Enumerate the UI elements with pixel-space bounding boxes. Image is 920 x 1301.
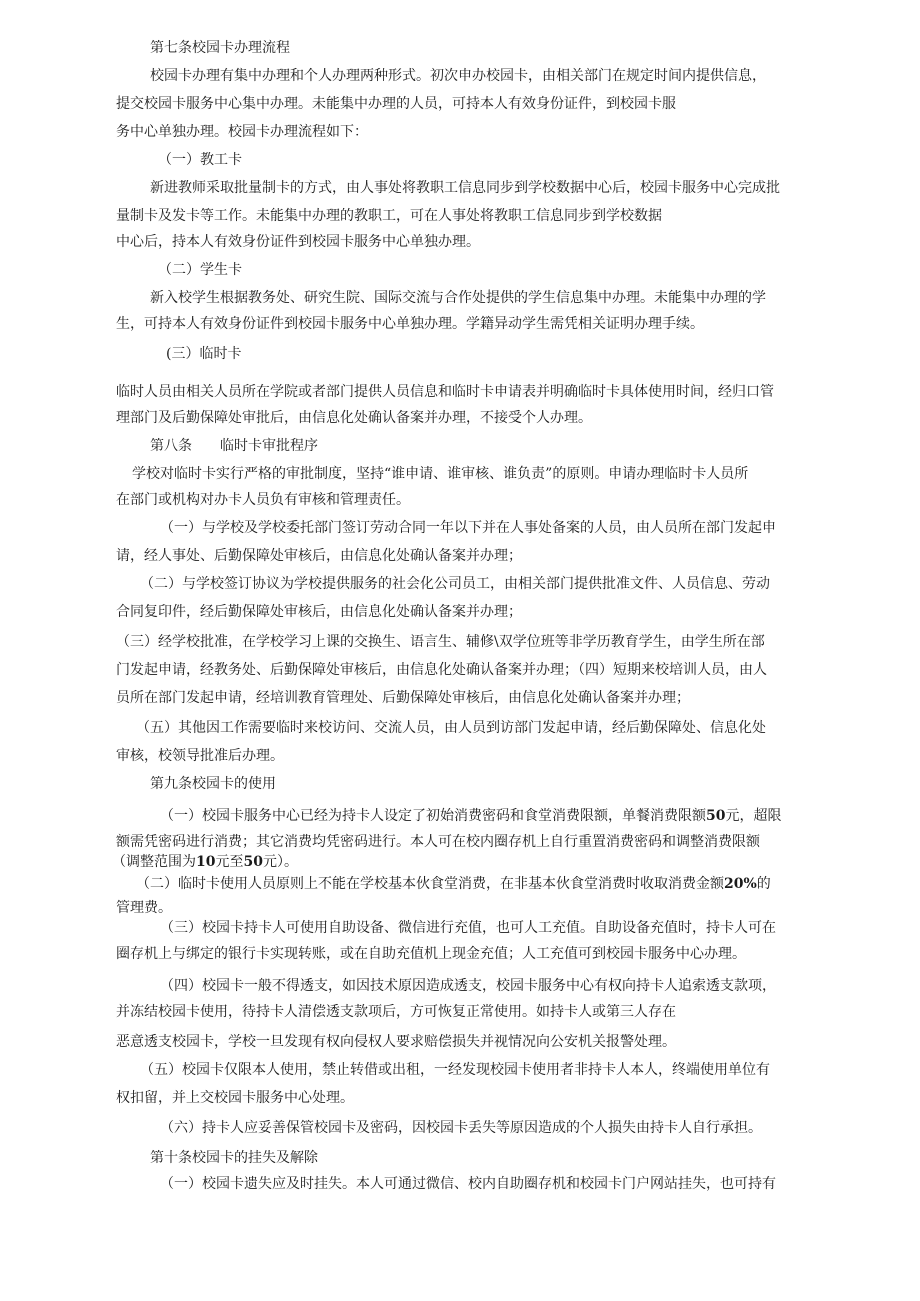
- paragraph-line: 生，可持本人有效身份证件到校园卡服务中心单独办理。学籍异动学生需凭相关证明办理手续。: [116, 316, 704, 332]
- paragraph-line: 请，经人事处、后勤保障处审核后，由信息化处确认备案并办理；: [116, 548, 522, 564]
- section-heading: （二）学生卡: [158, 262, 242, 278]
- paragraph-line: （二）与学校签订协议为学校提供服务的社会化公司员工，由相关部门提供批准文件、人员信息、劳动: [140, 576, 770, 592]
- paragraph-line: （一）校园卡遗失应及时挂失。本人可通过微信、校内自助圈存机和校园卡门户网站挂失，也可持有: [160, 1176, 776, 1192]
- paragraph-line: 理部门及后勤保障处审批后，由信息化处确认备案并办理，不接受个人办理。: [116, 410, 592, 426]
- article-10-heading: 第十条校园卡的挂失及解除: [150, 1150, 318, 1166]
- article-7-heading: 第七条校园卡办理流程: [150, 40, 290, 56]
- section-heading: (三）临时卡: [166, 346, 242, 362]
- paragraph-line: （五）其他因工作需要临时来校访问、交流人员，由人员到访部门发起申请，经后勤保障处、信息化处: [136, 720, 766, 736]
- paragraph-line: （调整范围为10元至50元）。: [112, 854, 298, 870]
- paragraph-line: 圈存机上与绑定的银行卡实现转账，或在自助充值机上现金充值；人工充值可到校园卡服务中心办理。: [116, 946, 746, 962]
- paragraph-line: 额需凭密码进行消费；其它消费均凭密码进行。本人可在校内圈存机上自行重置消费密码和调整消费限额: [116, 834, 760, 850]
- paragraph-line: （五）校园卡仅限本人使用，禁止转借或出租，一经发现校园卡使用者非持卡人本人，终端使用单位有: [140, 1062, 770, 1078]
- paragraph-line: 新进教师采取批量制卡的方式，由人事处将教职工信息同步到学校数据中心后，校园卡服务中心完成批: [150, 180, 780, 196]
- paragraph-line: 提交校园卡服务中心集中办理。未能集中办理的人员，可持本人有效身份证件，到校园卡服: [116, 96, 676, 112]
- paragraph-line: （一）与学校及学校委托部门签订劳动合同一年以下并在人事处备案的人员，由人员所在部门发起申: [160, 520, 776, 536]
- section-heading: （一）教工卡: [158, 152, 242, 168]
- article-9-heading: 第九条校园卡的使用: [150, 776, 276, 792]
- paragraph-line: 中心后，持本人有效身份证件到校园卡服务中心单独办理。: [116, 234, 480, 250]
- paragraph-line: （二）临时卡使用人员原则上不能在学校基本伙食堂消费，在非基本伙食堂消费时收取消费金额20%的: [136, 876, 771, 892]
- paragraph-line: （四）校园卡一般不得透支，如因技术原因造成透支，校园卡服务中心有权向持卡人追索透支款项，: [160, 978, 776, 994]
- article-8-heading: 第八条 临时卡审批程序: [150, 438, 318, 454]
- paragraph-line: （三）经学校批准，在学校学习上课的交换生、语言生、辅修\双学位班等非学历教育学生，由学生所在部: [116, 634, 765, 650]
- paragraph-line: 在部门或机构对办卡人员负有审核和管理责任。: [116, 492, 410, 508]
- paragraph-line: 恶意透支校园卡，学校一旦发现有权向侵权人要求赔偿损失并视情况向公安机关报警处理。: [116, 1034, 676, 1050]
- paragraph-line: 务中心单独办理。校园卡办理流程如下：: [116, 124, 368, 140]
- paragraph-line: 员所在部门发起申请，经培训教育管理处、后勤保障处审核后，由信息化处确认备案并办理；: [116, 690, 690, 706]
- paragraph-line: 量制卡及发卡等工作。未能集中办理的教职工，可在人事处将教职工信息同步到学校数据: [116, 208, 662, 224]
- paragraph-line: 校园卡办理有集中办理和个人办理两种形式。初次申办校园卡，由相关部门在规定时间内提供信息，: [150, 68, 766, 84]
- paragraph-line: （三）校园卡持卡人可使用自助设备、微信进行充值，也可人工充值。自助设备充值时，持卡人可在: [160, 920, 776, 936]
- paragraph-line: 管理费。: [116, 900, 172, 916]
- paragraph-line: 合同复印件，经后勤保障处审核后，由信息化处确认备案并办理；: [116, 604, 522, 620]
- paragraph-line: 新入校学生根据教务处、研究生院、国际交流与合作处提供的学生信息集中办理。未能集中办理的学: [150, 290, 766, 306]
- paragraph-line: 权扣留，并上交校园卡服务中心处理。: [116, 1090, 354, 1106]
- paragraph-line: 审核，校领导批准后办理。: [116, 748, 284, 764]
- paragraph-line: 临时人员由相关人员所在学院或者部门提供人员信息和临时卡申请表并明确临时卡具体使用时间，经归口管: [116, 384, 774, 400]
- paragraph-line: （一）校园卡服务中心已经为持卡人设定了初始消费密码和食堂消费限额，单餐消费限额50元，超限: [160, 808, 782, 824]
- paragraph-line: 学校对临时卡实行严格的审批制度，坚持“谁申请、谁审核、谁负责”的原则。申请办理临时卡人员所: [132, 466, 749, 482]
- paragraph-line: 并冻结校园卡使用，待持卡人清偿透支款项后，方可恢复正常使用。如持卡人或第三人存在: [116, 1004, 676, 1020]
- paragraph-line: （六）持卡人应妥善保管校园卡及密码，因校园卡丢失等原因造成的个人损失由持卡人自行承担。: [160, 1120, 762, 1136]
- paragraph-line: 门发起申请，经教务处、后勤保障处审核后，由信息化处确认备案并办理；（四）短期来校培训人员，由人: [116, 662, 767, 678]
